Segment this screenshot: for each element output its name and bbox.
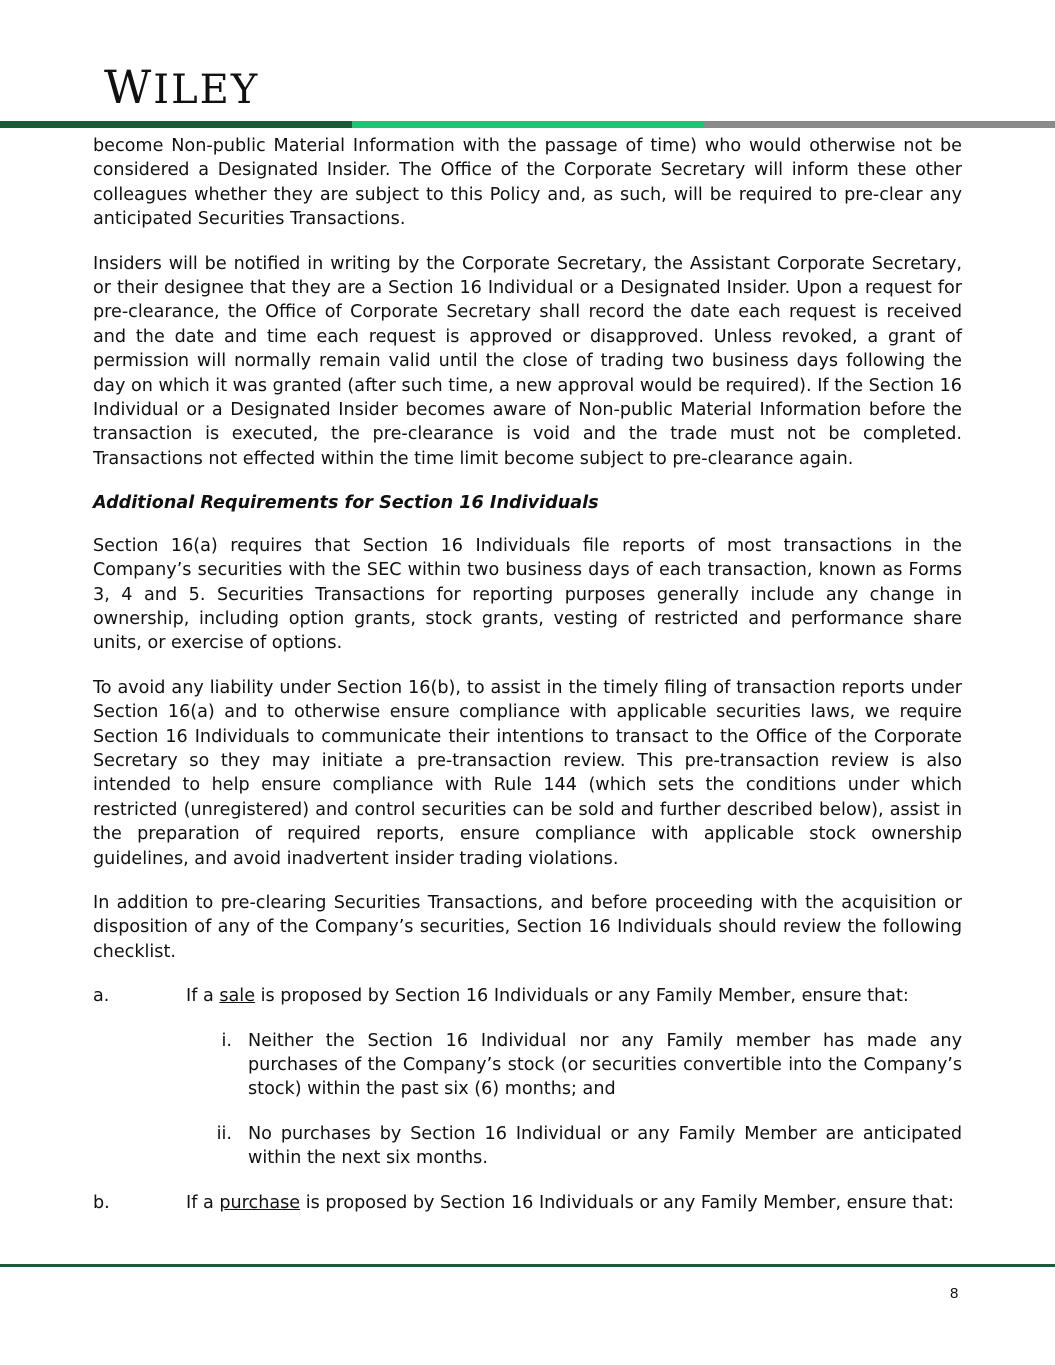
- underlined-text: purchase: [219, 1192, 301, 1213]
- text: is proposed by Section 16 Individuals or any Family Member, ensure that:: [300, 1192, 954, 1213]
- paragraph: To avoid any liability under Section 16(b), to assist in the timely filing of transaction reports under Section 16(a) and to otherwise ensure compliance with applicable securities laws, we require Section 16 Individuals to communicate their intentions to transact to the Office of the Corporate Secretary so they may initiate a pre-transaction review. This pre-transaction review is also intended to help ensure compliance with Rule 144 (which sets the conditions under which restricted (unregistered) and control securities can be sold and further described below), assist in the preparation of required reports, ensure compliance with applicable stock ownership guidelines, and avoid inadvertent insider trading violations.: [93, 677, 962, 869]
- header-bar-dark-green: [0, 121, 352, 128]
- list-item-a: [93, 984, 962, 1008]
- list-text: No purchases by Section 16 Individual or any Family Member are anticipated within the next six months.: [248, 1123, 962, 1169]
- paragraph: In addition to pre-clearing Securities Transactions, and before proceeding with the acquisition or disposition of any of the Company’s securities, Section 16 Individuals should review the following checklist.: [93, 892, 962, 962]
- list-item-a-ii: [186, 1122, 962, 1171]
- footer-rule: [0, 1264, 1055, 1267]
- wiley-logo: WILEY: [104, 60, 260, 114]
- list-label: a.: [93, 986, 110, 1007]
- list-item-a-i: [186, 1029, 962, 1102]
- paragraph: Insiders will be notified in writing by the Corporate Secretary, the Assistant Corporate Secretary, or their designee that they are a Section 16 Individual or a Designated Insider. Upon a request for pre-clearance, the Office of Corporate Secretary shall record the date each request is received and the date and time each request is approved or disapproved. Unless revoked, a grant of permission will normally remain valid until the close of trading two business days following the day on which it was granted (after such time, a new approval would be required). If the Section 16 Individual or a Designated Insider becomes aware of Non-public Material Information before the transaction is executed, the pre-clearance is void and the trade must not be completed. Transactions not effected within the time limit become subject to pre-clearance again.: [93, 253, 963, 469]
- list-text: Neither the Section 16 Individual nor any Family member has made any purchases of the Company’s stock (or securities convertible into the Company’s stock) within the past six (6) months; and: [248, 1030, 962, 1100]
- list-label: ii.: [216, 1123, 232, 1144]
- paragraph: become Non-public Material Information with the passage of time) who would otherwise not be considered a Designated Insider. The Office of the Corporate Secretary will inform these other colleagues whether they are subject to this Policy and, as such, will be required to pre-clear any anticipated Securities Transactions.: [93, 136, 962, 230]
- paragraph: Section 16(a) requires that Section 16 Individuals file reports of most transactions in the Company’s securities with the SEC within two business days of each transaction, known as Forms 3, 4 and 5. Securities Transactions for reporting purposes generally include any change in ownership, including option grants, stock grants, vesting of restricted and performance share units, or exercise of options.: [93, 535, 962, 654]
- header-bar-gray: [703, 121, 1055, 128]
- list-label: b.: [93, 1192, 110, 1213]
- list-text: [186, 1191, 962, 1215]
- text: is proposed by Section 16 Individuals or any Family Member, ensure that:: [255, 986, 909, 1007]
- list-text: [186, 984, 962, 1008]
- list-item-b: [93, 1191, 962, 1215]
- section-heading: Additional Requirements for Section 16 Individuals: [93, 493, 599, 514]
- list-label: i.: [221, 1030, 232, 1051]
- text: If a: [186, 986, 220, 1007]
- underlined-text: sale: [219, 986, 256, 1007]
- page-number: 8: [950, 1285, 959, 1302]
- header-bar-green: [352, 121, 703, 128]
- text: If a: [186, 1192, 220, 1213]
- document-body: [93, 134, 962, 1235]
